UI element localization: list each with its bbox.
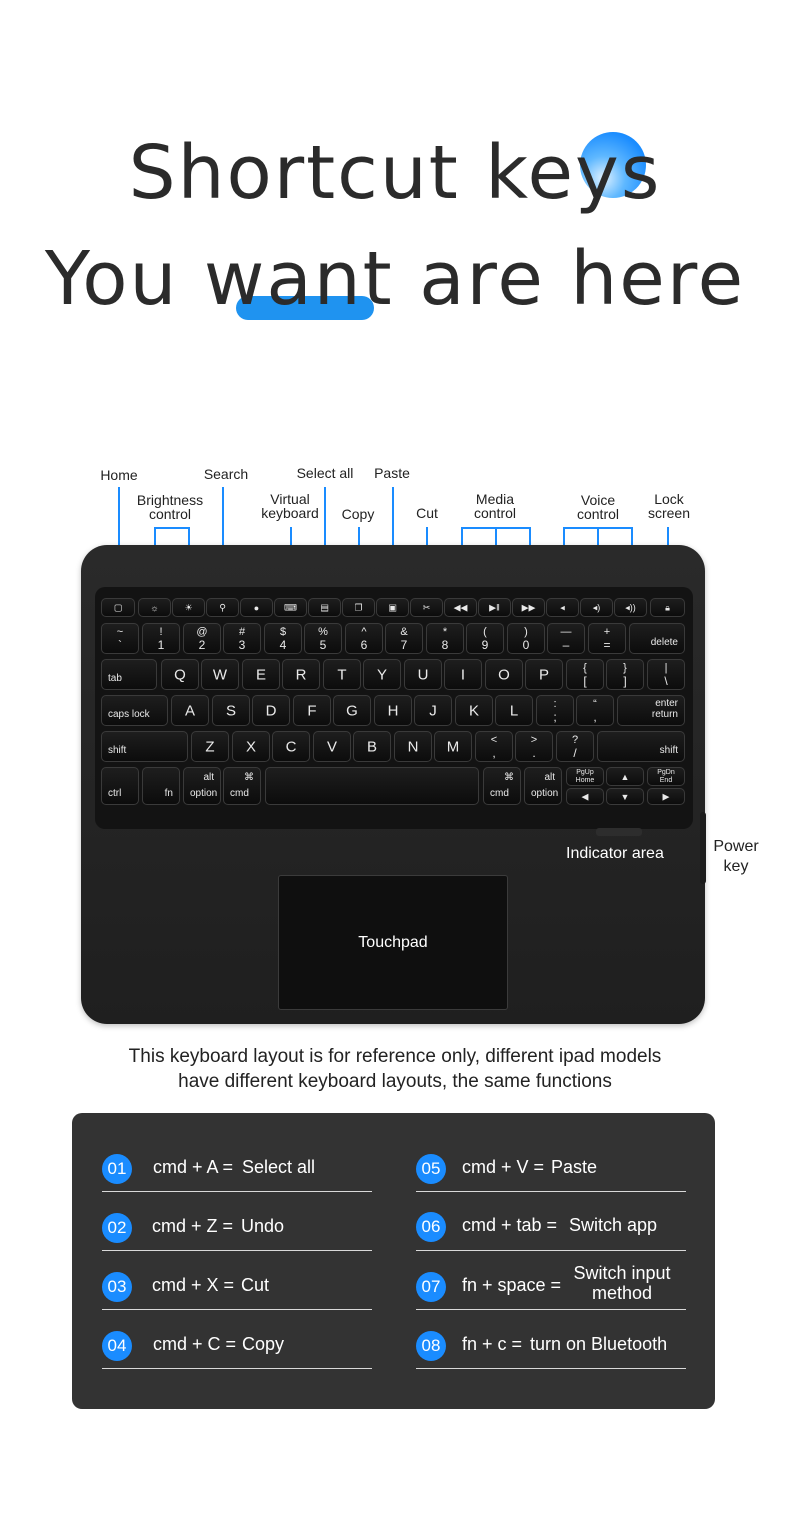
key-z[interactable]: Z xyxy=(191,731,229,762)
key-3[interactable]: # 3 xyxy=(223,623,261,654)
key-5[interactable]: % 5 xyxy=(304,623,342,654)
key-1[interactable]: ! 1 xyxy=(142,623,180,654)
volume-up-key[interactable] xyxy=(614,598,647,617)
key-equals[interactable]: + = xyxy=(588,623,626,654)
fn-key[interactable]: fn xyxy=(142,767,180,805)
delete-key[interactable]: delete xyxy=(629,623,685,654)
divider xyxy=(416,1250,686,1251)
shortcut-result: Switch app xyxy=(569,1215,658,1235)
shortcut-number: 02 xyxy=(102,1213,132,1243)
layout-note-line-2: have different keyboard layouts, the same functions xyxy=(178,1071,612,1092)
callout-search: Search xyxy=(203,466,249,482)
shortcut-item xyxy=(416,1331,686,1371)
mute-key[interactable] xyxy=(546,598,579,617)
brightness-up-key[interactable] xyxy=(172,598,205,617)
shortcut-item xyxy=(102,1154,372,1194)
arrow-left-icon: ◀ xyxy=(581,791,589,801)
select-all-icon: ▤ xyxy=(320,602,329,612)
key-s[interactable]: S xyxy=(212,695,250,726)
tab-key[interactable]: tab xyxy=(101,659,157,690)
divider xyxy=(416,1368,686,1369)
arrow-up-icon: ▲ xyxy=(620,771,630,782)
home-key[interactable] xyxy=(101,598,135,617)
key-backslash[interactable]: | \ xyxy=(647,659,685,690)
callout-paste: Paste xyxy=(374,465,410,481)
paste-key[interactable] xyxy=(376,598,409,617)
virtual-keyboard-key[interactable] xyxy=(274,598,307,617)
touchpad-label: Touchpad xyxy=(358,934,428,951)
key-8[interactable]: * 8 xyxy=(426,623,464,654)
shortcut-item xyxy=(102,1331,372,1371)
keyboard-icon: ⌨ xyxy=(284,602,297,612)
indicator-lights xyxy=(596,828,642,836)
copy-icon: ❐ xyxy=(354,602,363,612)
key-w[interactable]: W xyxy=(201,659,239,690)
brightness-up-icon: ☀ xyxy=(184,602,193,612)
key-k[interactable]: K xyxy=(455,695,493,726)
callout-copy: Copy xyxy=(341,506,375,522)
callout-home: Home xyxy=(100,467,138,483)
shortcut-result: Switch input method xyxy=(573,1263,671,1303)
key-i[interactable]: I xyxy=(444,659,482,690)
callout-lock: Lock screen xyxy=(647,491,691,521)
search-key[interactable] xyxy=(206,598,239,617)
previous-track-key[interactable] xyxy=(444,598,477,617)
key-quote[interactable]: “ , xyxy=(576,695,614,726)
key-semicolon[interactable]: : ; xyxy=(536,695,574,726)
key-a[interactable]: A xyxy=(171,695,209,726)
key-2[interactable]: @ 2 xyxy=(183,623,221,654)
next-track-key[interactable] xyxy=(512,598,545,617)
shortcut-number: 04 xyxy=(102,1331,132,1361)
right-option-key[interactable]: alt option xyxy=(524,767,562,805)
brightness-down-icon: ☼ xyxy=(150,602,159,613)
shortcut-number: 06 xyxy=(416,1212,446,1242)
right-cmd-key[interactable]: ⌘ cmd xyxy=(483,767,521,805)
key-p[interactable]: P xyxy=(525,659,563,690)
key-c[interactable]: C xyxy=(272,731,310,762)
shortcut-combo: cmd + A = xyxy=(153,1157,234,1177)
volume-up-icon: ◂)) xyxy=(625,602,636,612)
key-left-bracket[interactable]: { [ xyxy=(566,659,604,690)
pgdn-end-key[interactable]: PgDn End xyxy=(647,767,685,786)
shortcut-combo: cmd + Z = xyxy=(152,1216,234,1236)
key-d[interactable]: D xyxy=(252,695,290,726)
shortcut-item xyxy=(416,1154,686,1194)
left-shift-key[interactable]: shift xyxy=(101,731,188,762)
volume-down-icon: ◂) xyxy=(592,602,601,612)
paste-icon: ▣ xyxy=(388,602,397,612)
divider xyxy=(102,1309,372,1310)
key-comma[interactable]: < , xyxy=(475,731,513,762)
shortcut-number: 07 xyxy=(416,1272,446,1302)
layout-note-line-1: This keyboard layout is for reference only, different ipad models xyxy=(128,1046,662,1067)
shortcut-item xyxy=(102,1213,372,1253)
shortcut-result: Select all xyxy=(242,1157,316,1177)
key-g[interactable]: G xyxy=(333,695,371,726)
key-period[interactable]: > . xyxy=(515,731,553,762)
pgup-home-key[interactable]: PgUp Home xyxy=(566,767,604,786)
brightness-down-key[interactable] xyxy=(138,598,171,617)
arrow-down-key[interactable] xyxy=(606,788,644,805)
callout-media: Media control xyxy=(473,491,517,521)
cut-icon: ✂ xyxy=(422,602,431,612)
key-backtick[interactable]: ~ ` xyxy=(101,623,139,654)
shortcut-result: Cut xyxy=(241,1275,270,1295)
divider xyxy=(102,1368,372,1369)
mute-icon: ◂ xyxy=(560,602,565,612)
shortcut-result: Paste xyxy=(551,1157,598,1177)
ctrl-key[interactable]: ctrl xyxy=(101,767,139,805)
divider xyxy=(416,1191,686,1192)
key-4[interactable]: $ 4 xyxy=(264,623,302,654)
shortcut-result: turn on Bluetooth xyxy=(530,1334,668,1354)
callout-voice: Voice control xyxy=(576,492,620,522)
key-y[interactable]: Y xyxy=(363,659,401,690)
enter-key[interactable]: enter return xyxy=(617,695,685,726)
home-icon: ▢ xyxy=(113,602,123,612)
shortcut-result: Undo xyxy=(241,1216,285,1236)
shortcut-combo: fn + space = xyxy=(462,1275,562,1295)
callout-cut: Cut xyxy=(416,505,438,521)
divider xyxy=(102,1191,372,1192)
key-h[interactable]: H xyxy=(374,695,412,726)
key-m[interactable]: M xyxy=(434,731,472,762)
callout-virtual-keyboard: Virtual keyboard xyxy=(261,491,319,521)
lock-screen-key[interactable] xyxy=(650,598,685,617)
record-icon: ● xyxy=(253,602,260,613)
search-icon: ⚲ xyxy=(219,602,226,612)
shortcut-result: Copy xyxy=(242,1334,285,1354)
key-q[interactable]: Q xyxy=(161,659,199,690)
shortcut-item xyxy=(102,1272,372,1312)
cut-key[interactable] xyxy=(410,598,443,617)
arrow-left-key[interactable] xyxy=(566,788,604,805)
shortcut-number: 05 xyxy=(416,1154,446,1184)
shortcut-combo: cmd + V = xyxy=(462,1157,545,1177)
shortcut-number: 08 xyxy=(416,1331,446,1361)
siri-key[interactable] xyxy=(240,598,273,617)
key-0[interactable]: ) 0 xyxy=(507,623,545,654)
space-key[interactable] xyxy=(265,767,479,805)
shortcut-number: 01 xyxy=(102,1154,132,1184)
key-minus[interactable]: — – xyxy=(547,623,585,654)
lock-icon: 🔒︎ xyxy=(665,602,670,612)
key-7[interactable]: & 7 xyxy=(385,623,423,654)
key-9[interactable]: ( 9 xyxy=(466,623,504,654)
callout-line xyxy=(154,527,189,529)
shortcut-item xyxy=(416,1263,686,1312)
key-r[interactable]: R xyxy=(282,659,320,690)
key-j[interactable]: J xyxy=(414,695,452,726)
divider xyxy=(416,1309,686,1310)
arrow-down-icon: ▼ xyxy=(620,791,630,802)
caps-lock-key[interactable]: caps lock xyxy=(101,695,168,726)
key-x[interactable]: X xyxy=(232,731,270,762)
indicator-area-label: Indicator area xyxy=(566,845,664,862)
key-u[interactable]: U xyxy=(404,659,442,690)
left-option-key[interactable]: alt option xyxy=(183,767,221,805)
headline-line-1: Shortcut keys xyxy=(128,130,662,216)
key-slash[interactable]: ? / xyxy=(556,731,594,762)
volume-down-key[interactable] xyxy=(580,598,613,617)
key-v[interactable]: V xyxy=(313,731,351,762)
rewind-icon: ◀◀ xyxy=(453,602,468,612)
shortcut-number: 03 xyxy=(102,1272,132,1302)
key-6[interactable]: ^ 6 xyxy=(345,623,383,654)
play-pause-key[interactable] xyxy=(478,598,511,617)
key-o[interactable]: O xyxy=(485,659,523,690)
key-b[interactable]: B xyxy=(353,731,391,762)
fast-forward-icon: ▶▶ xyxy=(521,602,536,612)
key-t[interactable]: T xyxy=(323,659,361,690)
right-shift-key[interactable]: shift xyxy=(597,731,685,762)
key-right-bracket[interactable]: } ] xyxy=(606,659,644,690)
power-key-label: Power key xyxy=(713,838,759,875)
arrow-right-icon: ▶ xyxy=(662,791,670,801)
shortcut-combo: cmd + C = xyxy=(153,1334,237,1354)
copy-key[interactable] xyxy=(342,598,375,617)
shortcut-combo: cmd + X = xyxy=(152,1275,235,1295)
divider xyxy=(102,1250,372,1251)
key-l[interactable]: L xyxy=(495,695,533,726)
select-all-key[interactable] xyxy=(308,598,341,617)
callout-brightness: Brightness control xyxy=(136,492,204,522)
left-cmd-key[interactable]: ⌘ cmd xyxy=(223,767,261,805)
callout-select-all: Select all xyxy=(296,465,354,481)
play-pause-icon: ▶‖ xyxy=(489,602,500,612)
headline-line-2: You want are here xyxy=(44,236,746,322)
key-f[interactable]: F xyxy=(293,695,331,726)
shortcut-item xyxy=(416,1212,686,1252)
arrow-right-key[interactable] xyxy=(647,788,685,805)
key-n[interactable]: N xyxy=(394,731,432,762)
shortcut-combo: fn + c = xyxy=(462,1334,523,1354)
key-e[interactable]: E xyxy=(242,659,280,690)
shortcut-combo: cmd + tab = xyxy=(462,1215,558,1235)
arrow-up-key[interactable] xyxy=(606,767,644,786)
